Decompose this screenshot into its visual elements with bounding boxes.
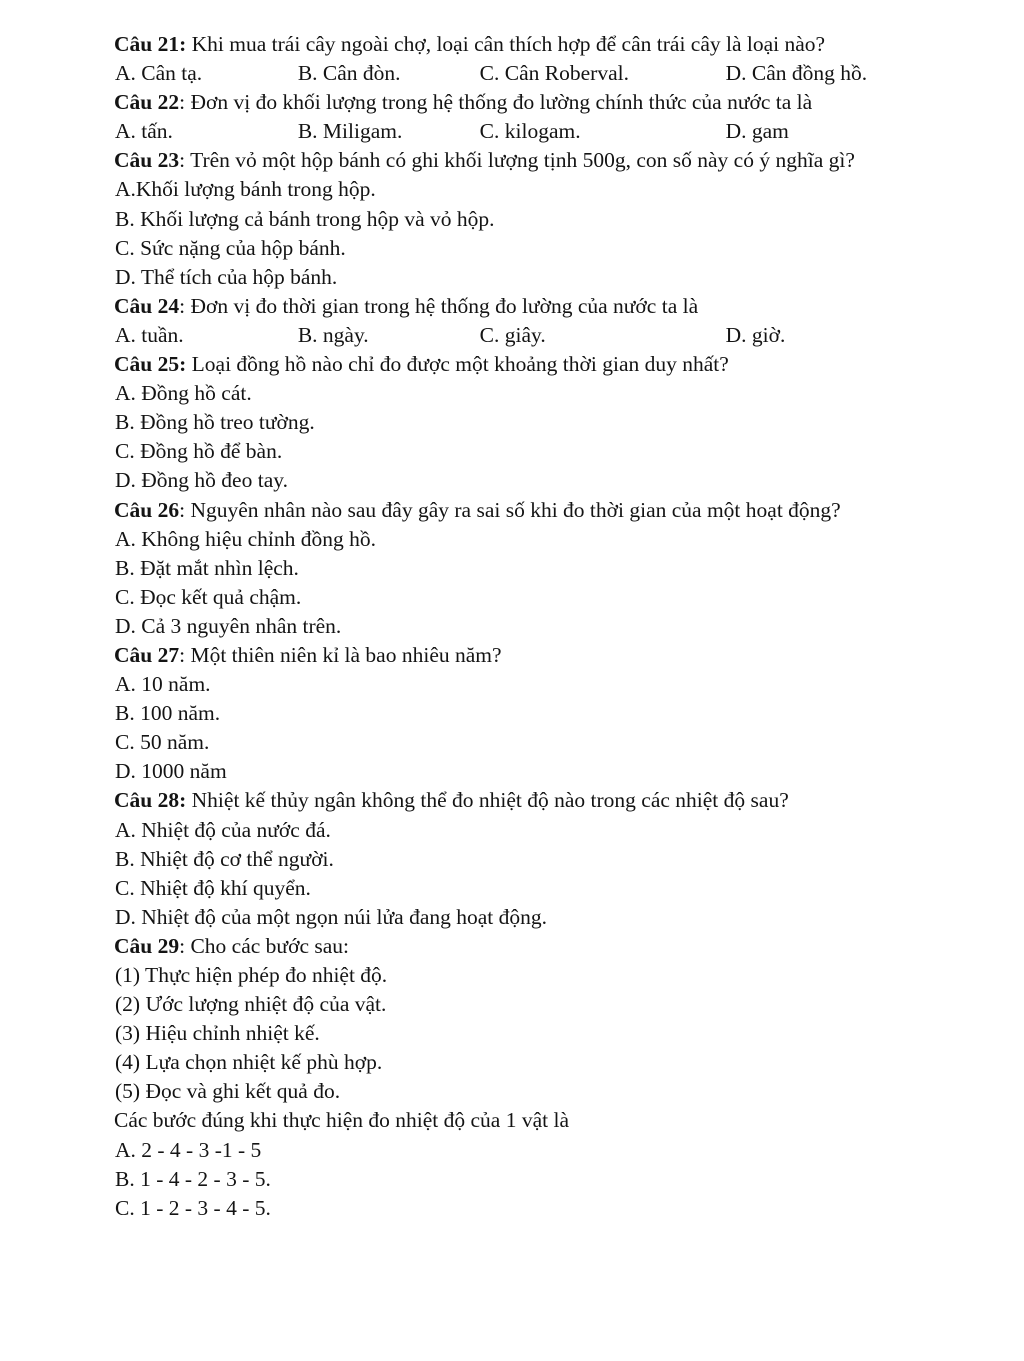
option-c: C. 1 - 2 - 3 - 4 - 5. [115, 1195, 271, 1220]
step-1: (1) Thực hiện phép đo nhiệt độ. [115, 963, 388, 987]
question-label: Câu 27 [114, 642, 180, 667]
question-label: Câu 21 [114, 32, 180, 56]
question-21: Câu 21: Khi mua trái cây ngoài chợ, loại cân thích hợp để cân trái cây là loại nào? [114, 32, 826, 56]
option-d: D. giờ. [725, 322, 786, 347]
options-row [114, 117, 914, 146]
question-28: Câu 28: Nhiệt kế thủy ngân không thể đo nhiệt độ nào trong các nhiệt độ sau? [114, 788, 789, 813]
question-26: Câu 26: Nguyên nhân nào sau đây gây ra sai số khi đo thời gian của một hoạt động? [114, 497, 841, 522]
option-a: A. Đồng hồ cát. [115, 381, 252, 406]
step-3: (3) Hiệu chỉnh nhiệt kế. [115, 1021, 320, 1046]
option-c: C. kilogam. [479, 119, 581, 144]
question-22: Câu 22: Đơn vị đo khối lượng trong hệ thống đo lường chính thức của nước ta là [114, 90, 813, 115]
question-27: Câu 27: Một thiên niên kỉ là bao nhiêu năm? [114, 642, 502, 667]
option-d: D. 1000 năm [115, 759, 227, 784]
options-row [114, 321, 914, 350]
option-a: A. tấn. [115, 119, 173, 144]
option-c: C. 50 năm. [115, 730, 210, 755]
option-b: B. Khối lượng cả bánh trong hộp và vỏ hộp. [115, 206, 495, 231]
option-b: B. Đặt mắt nhìn lệch. [115, 555, 299, 580]
question-text: Cho các bước sau: [190, 933, 350, 958]
question-25: Câu 25: Loại đồng hồ nào chỉ đo được một khoảng thời gian duy nhất? [114, 352, 729, 377]
option-d: D. Cân đồng hồ. [725, 61, 868, 86]
option-c: C. Sức nặng của hộp bánh. [115, 235, 346, 260]
option-c: C. Cân Roberval. [479, 61, 629, 86]
question-23: Câu 23: Trên vỏ một hộp bánh có ghi khối lượng tịnh 500g, con số này có ý nghĩa gì? [114, 148, 855, 173]
question-text: Trên vỏ một hộp bánh có ghi khối lượng tịnh 500g, con số này có ý nghĩa gì? [190, 148, 855, 173]
option-a: A. tuần. [115, 322, 184, 347]
option-b: B. Nhiệt độ cơ thể người. [115, 846, 334, 871]
question-label: Câu 22 [114, 90, 180, 115]
option-d: D. Thể tích của hộp bánh. [115, 264, 338, 289]
question-label: Câu 26 [114, 497, 180, 522]
option-b: B. 1 - 4 - 2 - 3 - 5. [115, 1166, 271, 1191]
option-a: A. Không hiệu chỉnh đồng hồ. [115, 526, 376, 551]
exam-document [114, 30, 914, 1223]
question-label: Câu 24 [114, 293, 180, 318]
question-label: Câu 29 [114, 933, 180, 958]
option-d: D. Cả 3 nguyên nhân trên. [115, 613, 342, 638]
question-text: Nguyên nhân nào sau đây gây ra sai số khi đo thời gian của một hoạt động? [190, 497, 841, 522]
question-text: Đơn vị đo khối lượng trong hệ thống đo lường chính thức của nước ta là [190, 90, 813, 115]
option-a: A. 10 năm. [115, 672, 211, 697]
option-b: B. Cân đòn. [297, 61, 401, 86]
option-b: B. 100 năm. [115, 701, 221, 726]
option-d: D. Đồng hồ đeo tay. [115, 468, 288, 493]
step-2: (2) Ước lượng nhiệt độ của vật. [115, 992, 387, 1017]
question-prompt: Các bước đúng khi thực hiện đo nhiệt độ của 1 vật là [114, 1108, 570, 1133]
question-text: Một thiên niên kỉ là bao nhiêu năm? [190, 642, 502, 667]
option-a: A. Cân tạ. [115, 61, 203, 86]
option-d: D. gam [725, 119, 789, 144]
option-c: C. Đồng hồ để bàn. [115, 439, 283, 464]
question-24: Câu 24: Đơn vị đo thời gian trong hệ thống đo lường của nước ta là [114, 293, 699, 318]
option-c: C. giây. [479, 322, 546, 347]
option-b: B. ngày. [297, 322, 369, 347]
question-text: Loại đồng hồ nào chỉ đo được một khoảng thời gian duy nhất? [191, 352, 729, 377]
option-b: B. Miligam. [297, 119, 403, 144]
option-b: B. Đồng hồ treo tường. [115, 410, 315, 435]
question-text: Đơn vị đo thời gian trong hệ thống đo lường của nước ta là [190, 293, 699, 318]
option-a: A. Nhiệt độ của nước đá. [115, 817, 331, 842]
question-label: Câu 23 [114, 148, 180, 173]
option-a: A.Khối lượng bánh trong hộp. [115, 177, 376, 202]
step-4: (4) Lựa chọn nhiệt kế phù hợp. [115, 1050, 383, 1075]
option-c: C. Đọc kết quả chậm. [115, 584, 302, 609]
option-a: A. 2 - 4 - 3 -1 - 5 [115, 1137, 262, 1162]
step-5: (5) Đọc và ghi kết quả đo. [115, 1079, 341, 1104]
question-label: Câu 28 [114, 788, 180, 813]
option-c: C. Nhiệt độ khí quyển. [115, 875, 311, 900]
option-d: D. Nhiệt độ của một ngọn núi lửa đang hoạt động. [115, 904, 548, 929]
question-label: Câu 25 [114, 352, 180, 377]
question-text: Khi mua trái cây ngoài chợ, loại cân thích hợp để cân trái cây là loại nào? [191, 32, 826, 56]
question-29: Câu 29: Cho các bước sau: [114, 933, 350, 958]
options-row [114, 59, 914, 88]
question-text: Nhiệt kế thủy ngân không thể đo nhiệt độ nào trong các nhiệt độ sau? [191, 788, 789, 813]
